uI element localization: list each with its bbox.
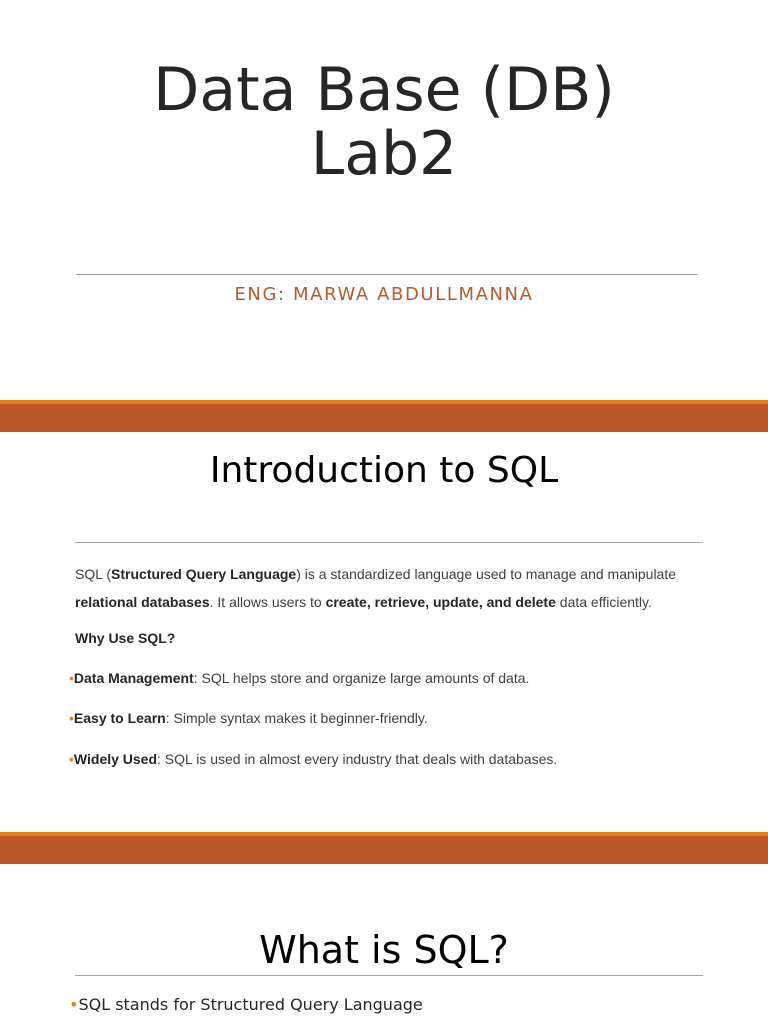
intro-text: data efficiently.	[555, 594, 652, 610]
intro-text: SQL (	[75, 566, 112, 582]
divider	[75, 542, 703, 543]
bullet-text: : Simple syntax makes it beginner-friendly.	[165, 710, 428, 726]
bullet-text: : SQL is used in almost every industry that deals with databases.	[157, 751, 558, 767]
bullet-term: Widely Used	[73, 751, 158, 767]
slide-separator	[0, 832, 768, 864]
title-slide	[0, 0, 768, 400]
what-is-sql-slide	[0, 864, 768, 1024]
bullet-text: : SQL helps store and organize large amounts of data.	[193, 670, 530, 686]
divider	[75, 975, 703, 976]
bullet-term: Easy to Learn	[73, 710, 166, 726]
intro-slide	[0, 432, 768, 832]
why-heading: Why Use SQL?	[75, 630, 176, 646]
bullet-text: SQL stands for Structured Query Language	[78, 995, 423, 1014]
bullet-item	[69, 751, 709, 767]
bullet-icon: •	[69, 751, 74, 767]
intro-text: . It allows users to	[209, 594, 326, 610]
slide-title: What is SQL?	[259, 928, 509, 972]
bullet-item	[69, 710, 709, 726]
intro-bold: Structured Query Language	[111, 566, 297, 582]
slide-separator	[0, 400, 768, 432]
bullet-icon: •	[69, 670, 74, 686]
bullet-item	[69, 995, 423, 1014]
slide-title: Data Base (DB) Lab2	[153, 55, 615, 189]
intro-text: ) is a standardized language used to manage and manipulate	[296, 566, 677, 582]
intro-bold: relational databases	[75, 594, 210, 610]
bullet-icon: •	[69, 710, 74, 726]
slide-subtitle: ENG: MARWA ABDULLMANNA	[234, 284, 534, 305]
divider	[76, 274, 698, 275]
bullet-term: Data Management	[73, 670, 194, 686]
bullet-item	[69, 670, 709, 686]
intro-bold: create, retrieve, update, and delete	[325, 594, 556, 610]
slide-title: Introduction to SQL	[209, 450, 559, 491]
intro-paragraph	[75, 560, 715, 616]
bullet-icon: •	[69, 995, 79, 1014]
